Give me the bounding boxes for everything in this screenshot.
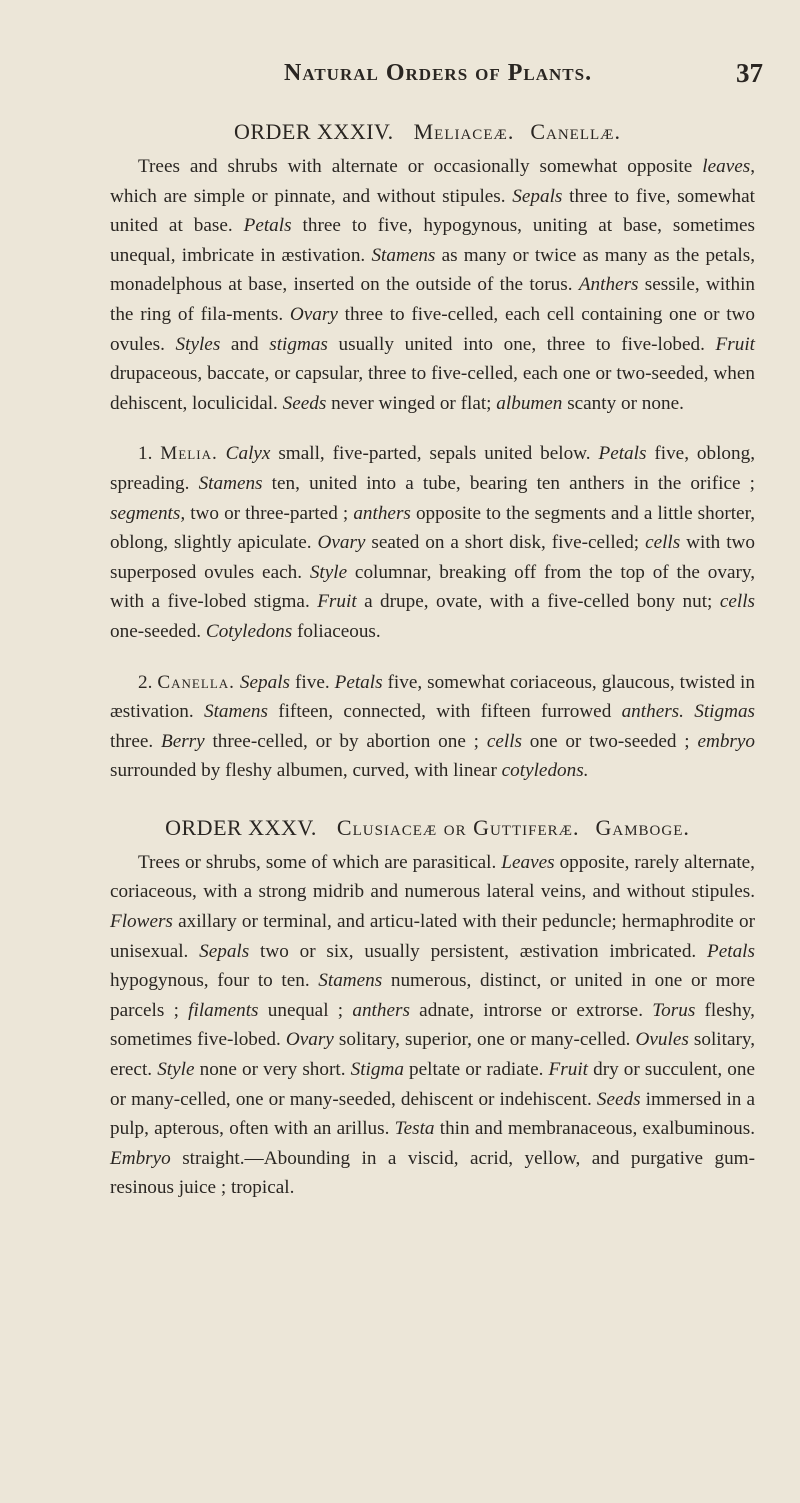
italic-term: segments,: [110, 502, 186, 524]
text-run: fifteen, connected, with fifteen furrowed: [267, 701, 622, 723]
italic-term: leaves: [702, 156, 751, 177]
italic-term: Leaves: [501, 851, 555, 873]
page-body: [110, 116, 755, 1203]
genus-description: [110, 668, 755, 786]
text-run: three.: [110, 730, 161, 752]
italic-term: Stamens: [198, 472, 263, 494]
text-run: [684, 701, 694, 722]
text-run: sessile, within the ring of fila-ments.: [110, 274, 755, 325]
italic-term: albumen: [496, 392, 563, 414]
text-run: straight.—Abounding in a viscid, acrid, yellow, and purgative gum-resinous juice ; tropical.: [110, 1147, 755, 1199]
text-run: scanty or none.: [562, 392, 684, 414]
text-run: adnate, introrse or extrorse.: [409, 999, 653, 1021]
text-run: five.: [290, 671, 335, 693]
italic-term: Fruit: [548, 1059, 588, 1081]
order-number: ORDER XXXV.: [165, 814, 317, 840]
italic-term: Testa: [394, 1118, 435, 1140]
text-run: five, oblong, spreading.: [110, 443, 755, 494]
text-run: two or three-parted ;: [185, 502, 354, 524]
order-description: [110, 848, 755, 1203]
italic-term: Stamens: [203, 701, 268, 723]
page-number: 37: [736, 58, 763, 88]
italic-term: Fruit: [715, 333, 755, 355]
genus-name: Canella.: [157, 671, 235, 693]
text-run: columnar, breaking off from the top of the ovary, with a five-lobed stigma.: [110, 561, 755, 613]
italic-term: Petals: [243, 215, 292, 237]
italic-term: filaments: [188, 999, 259, 1021]
text-run: opposite to the segments and a little shorter, oblong, slightly apiculate.: [110, 502, 755, 554]
italic-term: anthers: [353, 502, 411, 524]
text-run: [218, 443, 226, 464]
italic-term: Stigma: [350, 1059, 404, 1081]
order-description: [110, 152, 755, 418]
text-run: numerous, distinct, or united in one or more parcels ;: [110, 970, 755, 1021]
italic-term: cells: [719, 591, 755, 613]
italic-term: Torus: [652, 999, 696, 1021]
text-run: hypogynous, four to ten.: [110, 970, 319, 992]
italic-term: Style: [309, 561, 348, 583]
text-run: two or six, usually persistent, æstivation imbricated.: [249, 940, 708, 962]
italic-term: anthers: [352, 999, 410, 1021]
italic-term: Petals: [334, 671, 383, 693]
order-heading: [110, 812, 755, 844]
italic-term: Ovules: [635, 1029, 689, 1051]
italic-term: Stamens: [318, 970, 383, 992]
italic-term: Sepals: [199, 940, 250, 962]
italic-term: cells: [486, 730, 522, 752]
italic-term: Fruit: [317, 591, 357, 613]
text-run: 2.: [138, 671, 158, 693]
text-run: seated on a short disk, five-celled;: [365, 532, 646, 554]
text-run: immersed in a pulp, apterous, often with an arillus.: [110, 1088, 755, 1140]
text-run: opposite, rarely alternate, coriaceous, with a strong midrib and numerous lateral veins, and without stipules.: [110, 851, 755, 903]
text-run: drupaceous, baccate, or capsular, three to five-celled, each one or two-seeded, when dehiscent, loculicidal.: [110, 363, 755, 414]
text-run: three to five-celled, each cell containing one or two ovules.: [110, 303, 755, 355]
italic-term: Anthers: [578, 274, 639, 296]
text-run: unequal ;: [258, 999, 353, 1021]
text-run: small, five-parted, sepals united below.: [270, 443, 599, 465]
order-number: ORDER XXXIV.: [233, 119, 394, 144]
italic-term: Style: [157, 1059, 195, 1081]
italic-term: Cotyledons: [205, 620, 293, 642]
text-run: solitary, erect.: [110, 1029, 755, 1081]
family-name: Clusiaceæ or Guttiferæ.: [336, 814, 580, 840]
text-run: fleshy, sometimes five-lobed.: [110, 999, 755, 1051]
text-run: Trees and shrubs with alternate or occasionally somewhat opposite: [138, 156, 703, 177]
italic-term: anthers.: [621, 701, 684, 723]
text-run: three to five, hypogynous, uniting at base, sometimes unequal, imbricate in æstivation.: [110, 215, 756, 266]
text-run: one or two-seeded ;: [522, 730, 698, 752]
text-run: one-seeded.: [110, 620, 206, 642]
text-run: axillary or terminal, and articu-lated with their peduncle; hermaphrodite or unisexual.: [110, 911, 755, 962]
italic-term: Sepals: [239, 671, 291, 693]
italic-term: Petals: [598, 443, 647, 465]
italic-term: Styles: [175, 333, 221, 355]
text-run: never winged or flat;: [326, 392, 497, 414]
text-run: solitary, superior, one or many-celled.: [333, 1029, 636, 1051]
text-run: Trees or shrubs, some of which are parasitical.: [138, 851, 502, 873]
italic-term: Ovary: [317, 532, 366, 554]
italic-term: Embryo: [110, 1147, 171, 1169]
running-head: [0, 58, 800, 88]
text-run: peltate or radiate.: [403, 1059, 549, 1081]
italic-term: embryo: [697, 730, 755, 752]
text-run: a drupe, ovate, with a five-celled bony nut;: [356, 591, 720, 613]
text-run: thin and membranaceous, exalbuminous.: [434, 1118, 755, 1140]
italic-term: cotyledons.: [501, 760, 589, 782]
text-run: with two superposed ovules each.: [110, 532, 755, 583]
text-run: five, somewhat coriaceous, glaucous, twisted in æstivation.: [110, 671, 755, 723]
text-run: ten, united into a tube, bearing ten anthers in the orifice ;: [262, 472, 755, 494]
italic-term: Ovary: [285, 1029, 334, 1051]
family-name: Gamboge.: [595, 814, 690, 840]
text-run: three to five, somewhat united at base.: [110, 185, 756, 237]
family-name: Canellæ.: [530, 119, 621, 144]
italic-term: Seeds: [596, 1088, 641, 1110]
italic-term: Berry: [160, 730, 205, 752]
order-heading: [110, 116, 755, 148]
text-run: and: [220, 333, 270, 355]
text-run: usually united into one, three to five-lobed.: [327, 333, 716, 355]
italic-term: Stigmas: [694, 701, 756, 723]
italic-term: Ovary: [289, 303, 338, 325]
text-run: three-celled, or by abortion one ;: [204, 730, 487, 752]
text-run: dry or succulent, one or many-celled, one or many-seeded, dehiscent or indehiscent.: [110, 1059, 755, 1110]
running-title: Natural Orders of Plants.: [284, 60, 593, 86]
italic-term: Flowers: [110, 911, 173, 933]
italic-term: Calyx: [225, 443, 271, 465]
text-run: none or very short.: [194, 1059, 351, 1081]
italic-term: Sepals: [512, 185, 563, 207]
text-run: surrounded by fleshy albumen, curved, with linear: [110, 760, 502, 782]
italic-term: Petals: [707, 940, 755, 962]
italic-term: Seeds: [282, 392, 327, 414]
text-run: foliaceous.: [292, 620, 381, 642]
text-run: , which are simple or pinnate, and without stipules.: [110, 156, 755, 207]
genus-name: Melia.: [160, 443, 218, 465]
genus-description: [110, 439, 755, 646]
italic-term: cells: [645, 532, 681, 554]
text-run: 1.: [138, 443, 161, 465]
italic-term: Stamens: [371, 244, 436, 266]
family-name: Meliaceæ.: [413, 119, 515, 144]
italic-term: stigmas: [269, 333, 328, 355]
text-run: as many or twice as many as the petals, monadelphous at base, inserted on the outside of the torus.: [110, 244, 755, 296]
